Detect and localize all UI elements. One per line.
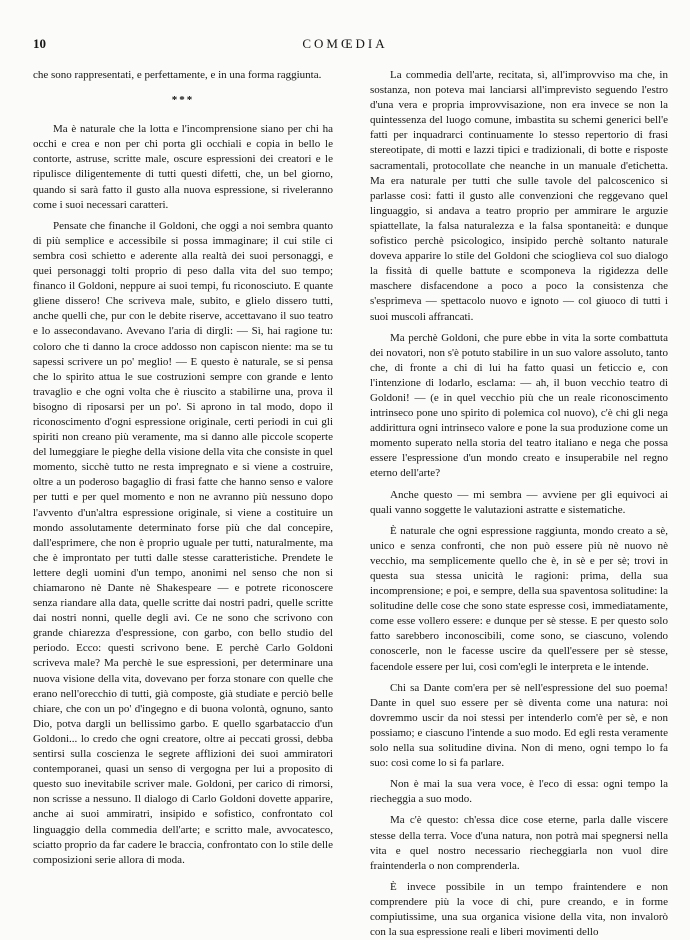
- left-column: [33, 68, 333, 868]
- section-separator: ***: [171, 94, 195, 107]
- paragraph: Ma è naturale che la lotta e l'incomprensione siano per chi ha occhi e crea e non per chi porta gli occhiali e copia in bello le contorte, astruse, scritte male, oscure espressioni dei creatori e le ripulisce diligentemente di tutti questi difetti, che, un bel giorno, quando si sarà fatto il gusto alla nuova espressione, si riveleranno come i suoi necessari caratteri.: [33, 123, 333, 211]
- paragraph: Ma c'è questo: ch'essa dice cose eterne, parla dalle viscere stesse della terra. Voce d'una natura, non potrà mai spegnersi nella vita e quel nostro necessario riecheggiarla non vuol dire fraintenderla o non comprenderla.: [370, 814, 668, 872]
- paragraph: Pensate che finanche il Goldoni, che oggi a noi sembra quanto di più semplice e accessibile si possa immaginare; il cui stile ci sembra così schietto e aderente alla realtà dei suoi personaggi, e quei personaggi tolti proprio di peso dalla vita del suo tempo; financo il Goldoni, neppure ai suoi tempi, fu riconosciuto. E quante gliene dissero! Che scriveva male, subito, e glielo dissero tutti, anche quelli che, pur con le debite riserve, accettavano il suo teatro e lo assecondavano. Avevano l'aria di dirgli: — Sì, hai ragione tu: coloro che ti danno la croce addosso non capiscon niente: ma se tu sapessi scrivere un po' meglio! — E questo è naturale, se si pensa che lo spirito attua le sue costruzioni sempre con grande e lento travaglio e che ogni volta che è riuscito a stabilirne una, prova il bisogno di riposarsi per un po'. Si aprono in tal modo, dopo il riconoscimento d'ogni espressione originale, certi periodi in cui gli spiriti non creano più veramente, ma si danno alle piccole scoperte del lumeggiare le pieghe della visione della vita che consiste in quel momento, sicchè tutto ne resta impregnato e si viene a costruire, oltre a un poderoso bagaglio di frasi fatte che hanno senso e valore per tutti e per quel momento e non ne avranno più nessuno dopo l'avvento d'un'altra espressione originale, si viene a costituire un mondo assolutamente determinato forse più che dal concepire, dall'esprimere, che non è proprio uguale per tutti, naturalmente, ma che è improntato per tutti dalle stesse caratteristiche. Prendete le lettere degli uomini d'un tempo, anonimi nel senso che non si chiamarono nè Dante nè Shakespeare — e potrete riconoscere senza riandare alla data, quelle scritte dai nostri padri, quelle scritte dai nostri nonni, quelle degli avi. Ce ne sono che scrivono con grande chiarezza d'espressione, con garbo, con bello studio del periodo. Ecco: questi scrivono bene. E perchè Carlo Goldoni scriveva male? Ma perchè le sue espressioni, per determinare una nuova visione della vita, dovevano per forza stonare con quelle che erano nell'orecchio di tutti, già composte, già studiate e perciò belle chiare, che con un po' d'ingegno e di buona volontà, ognuno, santo Dio, potva dargli un bellissimo garbo. E quello sgarbataccio d'un Goldoni... lo credo che ogni creatore, oltre ai peccati grossi, debba sentirsi sulla coscienza le segrete afflizioni dei suoi ammiratori contemporanei, quasi un senso di vergogna per lui a proposito di questo suo inevitabile scriver male. Goldoni, per carico di rimorsi, non scrisse a nessuno. Il dialogo di Carlo Goldoni dovette apparire, anche ai suoi ammiratri, insipido e sofistico, confrontato col linguaggio della commedia dell'arte; e scritto male, avvocatesco, sciatto proprio da far cadere le braccia, confrontato con lo stile delle composizioni serie allora di moda.: [33, 219, 333, 866]
- running-head: COMŒDIA: [302, 36, 388, 51]
- paragraph: che sono rappresentati, e perfettamente, e in una forma raggiunta.: [33, 69, 322, 81]
- paragraph: La commedia dell'arte, recitata, sì, all'improvviso ma che, in sostanza, non poteva mai lanciarsi all'imprevisto seguendo l'estro d'una vera e propria improvvisazione, non era invece se non la quintessenza del luogo comune, imbastita su schemi generici bell'e fatti per inquadrarci continuamente lo stesso repertorio di frasi stereotipate, di motti e lazzi tipici e tradizionali, di botte e risposte sacramentali, protocollate che neanche in un manuale d'etichetta. Ma era naturale per tutti che sulle tavole del palcoscenico si parlasse così: fatti il gusto alle convenzioni che reggevano quel linguaggio, si andava a teatro proprio per ammirare le arguzie spiattellate, la falsa naturalezza e la falsa spontaneità: e dunque sofistico perchè psicologico, insipido perchè soltanto naturale doveva apparire lo stile del Goldoni che scioglieva col suo dialogo la fissità di quelle battute e scomponeva la rigidezza delle maschere disfacendone a poco a poco la consistenza che s'esprimeva — spettacolo nuovo e ignoto — col giuoco di tutti i suoi muscoli affrancati.: [370, 69, 668, 323]
- paragraph: Ma perchè Goldoni, che pure ebbe in vita la sorte combattuta dei novatori, non s'è potuto stabilire in un suo valore assoluto, tanto che, di fronte a chi di lui ha fatto quasi un feticcio e, con l'intenzione di lodarlo, esclama: — ah, il buon vecchio teatro di Goldoni! — (e in quel vecchio più che un reale riconoscimento intrinseco pone uno spirito di polemica col nuovo), c'è chi gli nega addirittura ogni intrinseco valore e pone la sua produzione come un momento superato nella storia del teatro italiano e nega che possa essere l'espressione d'un mondo creato e insuperabile nel regno eterno dell'arte?: [370, 331, 668, 480]
- paragraph: È naturale che ogni espressione raggiunta, mondo creato a sè, unico e senza confronti, che non può essere più nè nuovo nè vecchio, ma semplicemente quello che è, in sè e per sè; trovi in questa sua stessa unicità le ragioni: prima, della sua incomprensione; e poi, e sempre, della sua spaventosa solitudine: la solitudine delle cose che sono state espresse così, immediatamente, come esse vollero essere: e dunque per sè stesse. E per questo solo fatto sarebbero inconoscibili, come sono, se ciascuno, volendo conoscerle, non le facesse uscire da quell'essere per sè stesse, facendole essere per lui, così com'egli le interpreta e le intende.: [370, 524, 668, 673]
- paragraph: Chi sa Dante com'era per sè nell'espressione del suo poema! Dante in quel suo essere per sè diventa come una natura: noi dovremmo uscir da noi stessi per intenderlo com'è per sè, e non possiamo; e ciascuno l'intende a suo modo. Ed egli resta veramente solo nella sua solitudine divina. Non di meno, ogni tempo lo fa suo: così come lo si fa parlare.: [370, 681, 668, 770]
- paragraph: È invece possibile in un tempo fraintendere e non comprendere più la voce di chi, pure creando, e in forme compiutissime, una sua organica visione della vita, non invalorò con la sua espressione reali e liberi movimenti dello: [370, 880, 668, 939]
- paragraph: Non è mai la sua vera voce, è l'eco di essa: ogni tempo la riecheggia a suo modo.: [370, 778, 668, 806]
- page-number: 10: [33, 36, 46, 51]
- paragraph: Anche questo — mi sembra — avviene per gli equivoci ai quali vanno soggette le valutazioni astratte e sistematiche.: [370, 488, 668, 516]
- right-column: [370, 68, 668, 940]
